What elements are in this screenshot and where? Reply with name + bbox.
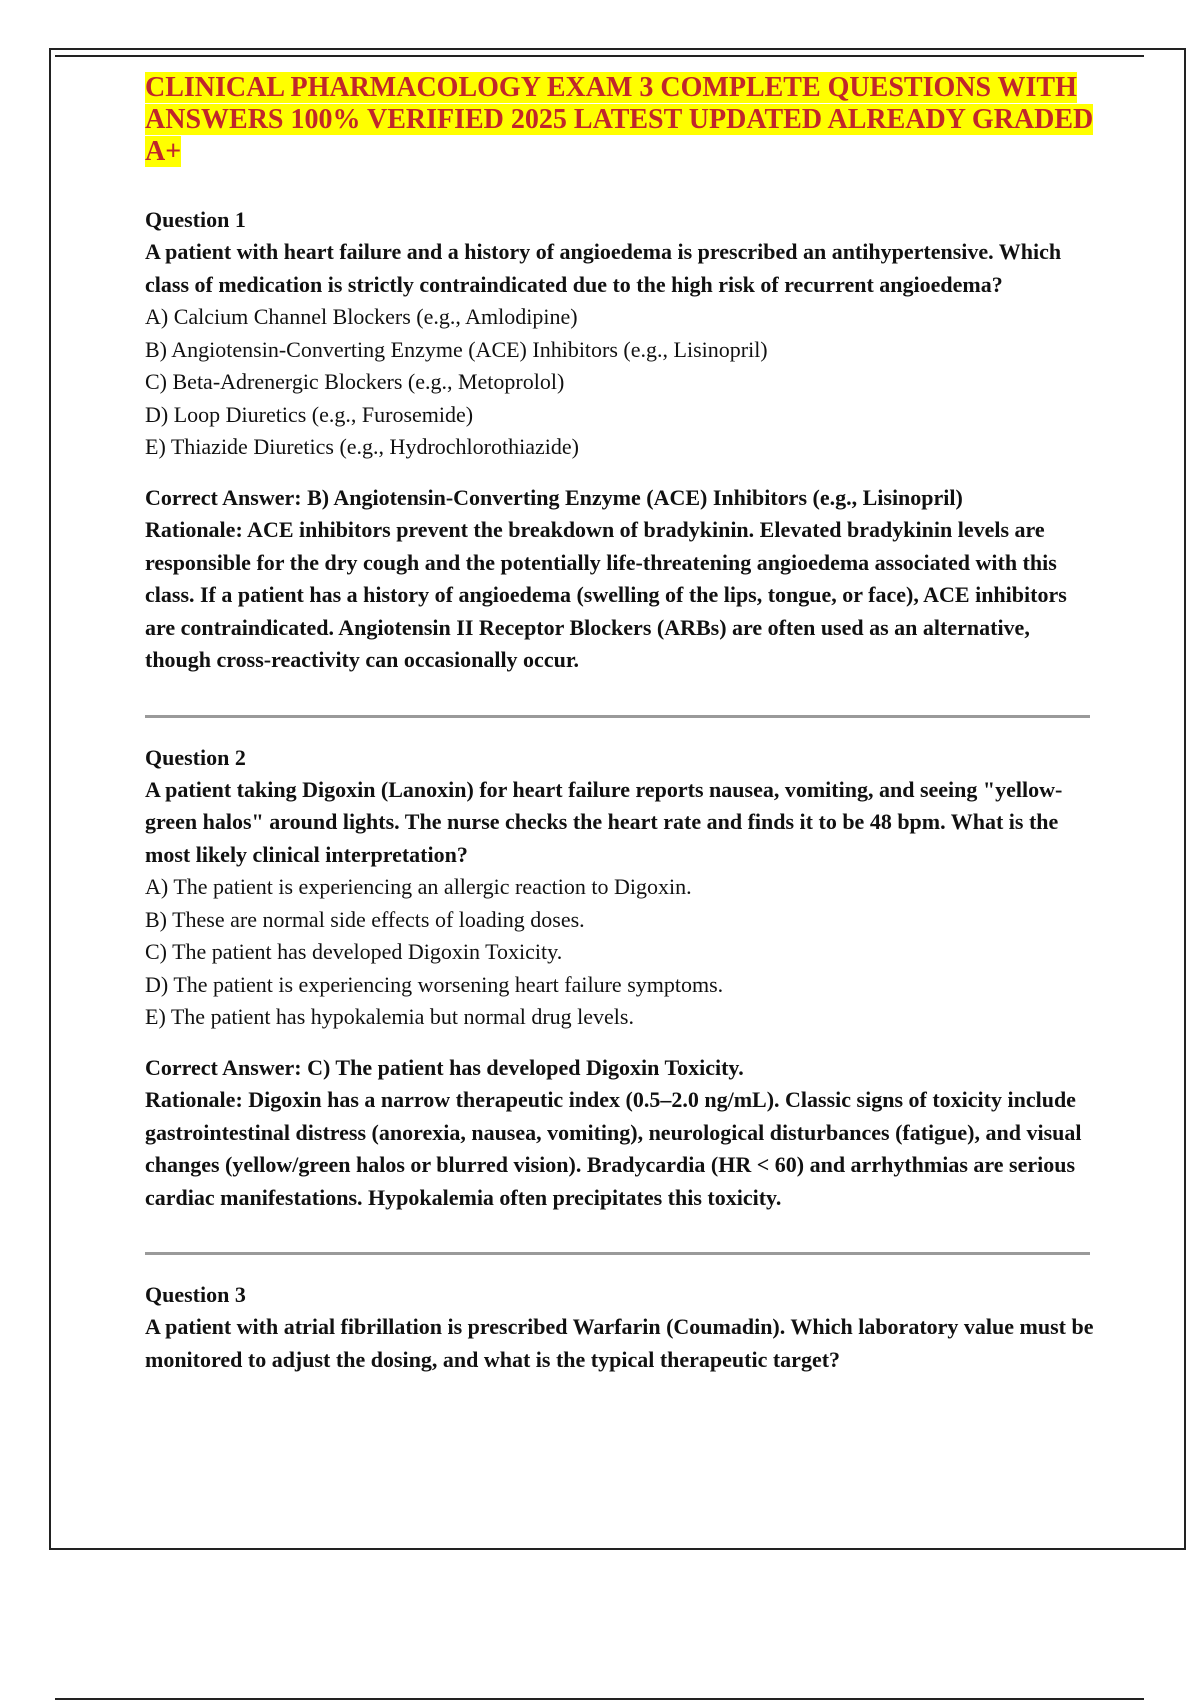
question-heading: Question 1 <box>145 207 246 232</box>
section-divider <box>145 1252 1090 1255</box>
option-c: C) The patient has developed Digoxin Toxicity. <box>145 939 563 964</box>
option-d: D) Loop Diuretics (e.g., Furosemide) <box>145 401 474 427</box>
option-e: E) Thiazide Diuretics (e.g., Hydrochlorothiazide) <box>145 434 579 459</box>
option-b: B) These are normal side effects of loading doses. <box>145 906 585 932</box>
question-heading: Question 3 <box>145 1282 246 1307</box>
section-divider <box>145 715 1090 718</box>
answer-options <box>145 871 1095 1034</box>
correct-answer: Correct Answer: C) The patient has developed Digoxin Toxicity. <box>145 1054 744 1080</box>
question-2 <box>145 742 1095 1215</box>
document-title <box>145 72 1095 168</box>
answer-block <box>145 1052 1095 1215</box>
document-title-text: CLINICAL PHARMACOLOGY EXAM 3 COMPLETE QUESTIONS WITH ANSWERS 100% VERIFIED 2025 LATEST UPDATED ALREADY GRADED A+ <box>145 72 1094 167</box>
question-stem: A patient with heart failure and a history of angioedema is prescribed an antihypertensive. Which class of medication is strictly contraindicated due to the high risk of recurrent angioedema? <box>145 239 1062 297</box>
question-3 <box>145 1279 1095 1376</box>
question-stem: A patient taking Digoxin (Lanoxin) for heart failure reports nausea, vomiting, and seeing "yellow-green halos" around lights. The nurse checks the heart rate and finds it to be 48 bpm. What is the most likely clinical interpretation? <box>145 776 1063 867</box>
answer-options <box>145 301 1095 464</box>
option-a: A) Calcium Channel Blockers (e.g., Amlodipine) <box>145 304 578 329</box>
option-a: A) The patient is experiencing an allergic reaction to Digoxin. <box>145 874 692 899</box>
option-b: B) Angiotensin-Converting Enzyme (ACE) Inhibitors (e.g., Lisinopril) <box>145 336 768 362</box>
option-d: D) The patient is experiencing worsening heart failure symptoms. <box>145 971 724 997</box>
correct-answer: Correct Answer: B) Angiotensin-Converting Enzyme (ACE) Inhibitors (e.g., Lisinopril) <box>145 484 963 510</box>
question-heading: Question 2 <box>145 744 246 770</box>
answer-block <box>145 482 1095 677</box>
document-content <box>145 72 1095 1376</box>
question-1 <box>145 204 1095 677</box>
rationale: Rationale: Digoxin has a narrow therapeutic index (0.5–2.0 ng/mL). Classic signs of toxicity include gastrointestinal distress (anorexia, nausea, vomiting), neurological disturbances (fatigue), and visual changes (yellow/green halos or blurred vision). Bradycardia (HR < 60) and arrhythmias are serious cardiac manifestations. Hypokalemia often precipitates this toxicity. <box>145 1087 1082 1210</box>
question-stem: A patient with atrial fibrillation is prescribed Warfarin (Coumadin). Which laboratory value must be monitored to adjust the dosing, and what is the typical therapeutic target? <box>145 1314 1094 1372</box>
rationale: Rationale: ACE inhibitors prevent the breakdown of bradykinin. Elevated bradykinin levels are responsible for the dry cough and the potentially life-threatening angioedema associated with this class. If a patient has a history of angioedema (swelling of the lips, tongue, or face), ACE inhibitors are contraindicated. Angiotensin II Receptor Blockers (ARBs) are often used as an alternative, though cross-reactivity can occasionally occur. <box>145 517 1067 672</box>
option-c: C) Beta-Adrenergic Blockers (e.g., Metoprolol) <box>145 369 565 394</box>
option-e: E) The patient has hypokalemia but normal drug levels. <box>145 1004 634 1029</box>
